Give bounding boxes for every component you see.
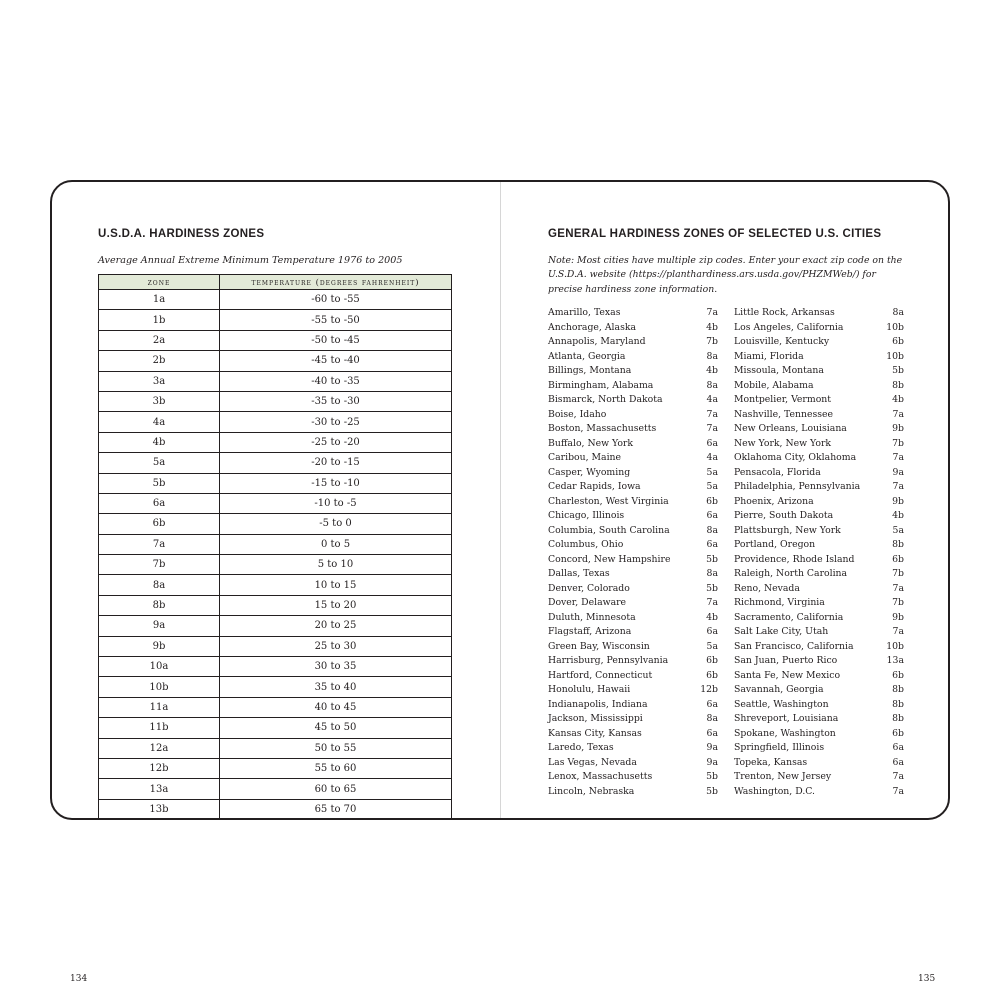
city-name: Richmond, Virginia	[734, 597, 825, 608]
city-name: Bismarck, North Dakota	[548, 394, 663, 405]
temperature-cell: 55 to 60	[220, 758, 452, 778]
city-zone: 7a	[892, 771, 904, 782]
temperature-cell: -55 to -50	[220, 310, 452, 330]
city-zone: 8a	[706, 350, 718, 362]
city-zone: 8b	[892, 379, 904, 391]
city-name: Caribou, Maine	[548, 452, 622, 463]
city-name: Annapolis, Maryland	[548, 336, 646, 347]
city-name: Lenox, Massachusetts	[548, 771, 653, 782]
temperature-cell: -40 to -35	[220, 371, 452, 391]
temperature-cell: 35 to 40	[220, 677, 452, 697]
zone-cell: 8b	[99, 595, 220, 615]
table-row	[99, 697, 452, 717]
list-item	[548, 553, 718, 568]
city-name: Montpelier, Vermont	[734, 394, 832, 405]
city-zone: 10b	[886, 640, 904, 652]
table-row	[99, 595, 452, 615]
list-item	[548, 509, 718, 524]
city-zone: 4b	[892, 394, 904, 405]
city-name: Raleigh, North Carolina	[734, 568, 848, 579]
city-name: Boston, Massachusetts	[548, 423, 657, 434]
open-book-spread	[50, 180, 950, 984]
city-zone: 5a	[706, 640, 718, 652]
list-item	[734, 408, 904, 423]
city-zone: 7a	[892, 582, 904, 594]
city-name: Providence, Rhode Island	[734, 553, 855, 565]
city-zone: 8b	[892, 684, 904, 695]
zone-cell: 6a	[99, 493, 220, 513]
list-item	[734, 495, 904, 510]
table-row	[99, 310, 452, 330]
table-row	[99, 534, 452, 554]
temperature-cell: 20 to 25	[220, 616, 452, 636]
cities-note: Note: Most cities have multiple zip codes. Enter your exact zip code on the U.S.D.A. website (https://planthardiness.ars.usda.gov/PHZMWeb/) for precise hardiness zone information.	[548, 255, 903, 295]
city-name: Atlanta, Georgia	[548, 350, 626, 362]
list-item	[734, 741, 904, 756]
zone-cell: 11a	[99, 697, 220, 717]
city-zone: 10b	[886, 321, 904, 333]
city-name: Sacramento, California	[734, 611, 844, 623]
city-name: Kansas City, Kansas	[548, 727, 642, 739]
city-name: Little Rock, Arkansas	[734, 307, 835, 318]
city-name: Birmingham, Alabama	[548, 379, 654, 391]
temperature-cell: 40 to 45	[220, 697, 452, 717]
zone-cell: 7a	[99, 534, 220, 554]
list-item	[548, 451, 718, 466]
city-zone: 8a	[706, 713, 718, 724]
city-name: Seattle, Washington	[734, 698, 829, 710]
temperature-cell: 65 to 70	[220, 799, 452, 819]
temperature-cell: -35 to -30	[220, 391, 452, 411]
zone-cell: 5b	[99, 473, 220, 493]
city-name: Anchorage, Alaska	[548, 321, 637, 333]
city-name: Miami, Florida	[734, 350, 804, 362]
right-page	[548, 226, 904, 797]
city-zone: 7b	[706, 336, 718, 347]
zone-cell: 1b	[99, 310, 220, 330]
list-item	[734, 379, 904, 394]
city-zone: 6a	[706, 539, 718, 550]
table-row	[99, 779, 452, 799]
city-name: Santa Fe, New Mexico	[734, 669, 841, 681]
temperature-cell: -30 to -25	[220, 412, 452, 432]
city-zone: 6a	[706, 510, 718, 521]
list-item	[734, 422, 904, 437]
city-name: Charleston, West Virginia	[548, 495, 669, 507]
city-name: Hartford, Connecticut	[548, 669, 653, 681]
list-item	[734, 364, 904, 379]
list-item	[734, 770, 904, 785]
list-item	[548, 770, 718, 785]
temperature-cell: -20 to -15	[220, 453, 452, 473]
city-name: Concord, New Hampshire	[548, 553, 671, 565]
city-zone: 9b	[892, 495, 904, 507]
city-zone: 7a	[892, 785, 904, 797]
city-name: Laredo, Texas	[548, 742, 614, 753]
zones-table-body	[99, 290, 452, 820]
temperature-cell: -15 to -10	[220, 473, 452, 493]
city-name: Missoula, Montana	[734, 365, 824, 376]
list-item	[548, 364, 718, 379]
city-zone: 6a	[706, 727, 718, 739]
list-item	[548, 712, 718, 727]
city-zone: 7b	[892, 597, 904, 608]
city-zone: 5b	[706, 771, 718, 782]
list-item	[734, 466, 904, 481]
list-item	[734, 321, 904, 336]
city-name: Duluth, Minnesota	[548, 611, 636, 623]
city-zone: 6b	[706, 669, 718, 681]
city-zone: 6b	[706, 495, 718, 507]
city-zone: 5a	[706, 481, 718, 492]
city-zone: 6b	[892, 727, 904, 739]
city-zone: 7a	[892, 408, 904, 420]
city-name: Dallas, Texas	[548, 568, 610, 579]
list-item	[548, 524, 718, 539]
city-zone: 7a	[706, 423, 718, 434]
city-zone: 5a	[706, 466, 718, 478]
list-item	[548, 611, 718, 626]
list-item	[548, 379, 718, 394]
city-zone: 5b	[706, 582, 718, 594]
list-item	[734, 524, 904, 539]
city-name: Shreveport, Louisiana	[734, 713, 839, 724]
city-name: Pensacola, Florida	[734, 466, 821, 478]
city-name: Las Vegas, Nevada	[548, 756, 637, 768]
city-zone: 8b	[892, 713, 904, 724]
list-item	[548, 321, 718, 336]
list-item	[734, 756, 904, 771]
temperature-cell: 10 to 15	[220, 575, 452, 595]
temperature-cell: 0 to 5	[220, 534, 452, 554]
table-row	[99, 738, 452, 758]
temperature-cell: -50 to -45	[220, 330, 452, 350]
zone-cell: 2a	[99, 330, 220, 350]
list-item	[548, 408, 718, 423]
temperature-cell: -45 to -40	[220, 351, 452, 371]
list-item	[734, 698, 904, 713]
table-row	[99, 514, 452, 534]
list-item	[548, 350, 718, 365]
list-item	[734, 437, 904, 452]
zone-cell: 13b	[99, 799, 220, 819]
zone-cell: 3b	[99, 391, 220, 411]
zone-cell: 6b	[99, 514, 220, 534]
city-zone: 7a	[706, 597, 718, 608]
zone-cell: 3a	[99, 371, 220, 391]
city-name: Plattsburgh, New York	[734, 524, 841, 536]
list-item	[548, 582, 718, 597]
hardiness-zones-table	[98, 274, 452, 820]
left-page	[98, 226, 454, 815]
city-name: Cedar Rapids, Iowa	[548, 481, 641, 492]
zone-cell: 4a	[99, 412, 220, 432]
city-zone: 7a	[706, 307, 718, 318]
table-row	[99, 718, 452, 738]
city-name: Dover, Delaware	[548, 597, 627, 608]
hardiness-zones-title: U.S.D.A. HARDINESS ZONES	[98, 228, 265, 240]
cities-column-2	[734, 306, 904, 799]
city-zone: 9b	[892, 611, 904, 623]
list-item	[548, 727, 718, 742]
city-zone: 8a	[706, 379, 718, 391]
list-item	[548, 756, 718, 771]
table-row	[99, 290, 452, 310]
city-zone: 4b	[892, 510, 904, 521]
temperature-cell: 60 to 65	[220, 779, 452, 799]
list-item	[734, 640, 904, 655]
city-zone: 6b	[706, 655, 718, 666]
temperature-cell: 30 to 35	[220, 657, 452, 677]
city-name: Denver, Colorado	[548, 582, 630, 594]
list-item	[548, 306, 718, 321]
temperature-cell: -5 to 0	[220, 514, 452, 534]
list-item	[734, 611, 904, 626]
zone-cell: 8a	[99, 575, 220, 595]
list-item	[734, 712, 904, 727]
table-row	[99, 616, 452, 636]
city-zone: 7a	[892, 626, 904, 637]
city-name: Green Bay, Wisconsin	[548, 640, 650, 652]
table-row	[99, 657, 452, 677]
city-zone: 6a	[706, 626, 718, 637]
city-zone: 6a	[892, 756, 904, 768]
city-name: Louisville, Kentucky	[734, 336, 830, 347]
list-item	[734, 785, 904, 800]
table-row	[99, 636, 452, 656]
table-row	[99, 677, 452, 697]
city-zone: 4b	[706, 321, 718, 333]
list-item	[548, 422, 718, 437]
zone-cell: 12a	[99, 738, 220, 758]
zone-cell: 4b	[99, 432, 220, 452]
city-name: Buffalo, New York	[548, 437, 634, 449]
temperature-cell: 45 to 50	[220, 718, 452, 738]
book-spine	[500, 182, 501, 818]
cities-column-1	[548, 306, 718, 799]
city-name: San Juan, Puerto Rico	[734, 655, 838, 666]
city-name: Amarillo, Texas	[548, 307, 621, 318]
list-item	[548, 538, 718, 553]
city-zone: 9b	[892, 423, 904, 434]
list-item	[548, 669, 718, 684]
city-zone: 6b	[892, 553, 904, 565]
page-number-left: 134	[70, 974, 88, 984]
city-name: Lincoln, Nebraska	[548, 785, 635, 797]
city-zone: 9a	[706, 756, 718, 768]
city-zone: 7a	[706, 408, 718, 420]
table-row	[99, 351, 452, 371]
table-row	[99, 493, 452, 513]
city-name: Harrisburg, Pennsylvania	[548, 655, 669, 666]
city-name: Savannah, Georgia	[734, 684, 824, 695]
zone-cell: 2b	[99, 351, 220, 371]
temperature-cell: -10 to -5	[220, 493, 452, 513]
list-item	[548, 683, 718, 698]
city-name: Casper, Wyoming	[548, 466, 631, 478]
table-row	[99, 371, 452, 391]
list-item	[734, 654, 904, 669]
list-item	[734, 538, 904, 553]
city-zone: 8b	[892, 539, 904, 550]
city-zone: 8a	[706, 524, 718, 536]
list-item	[734, 582, 904, 597]
city-zone: 5b	[892, 365, 904, 376]
city-zone: 12b	[700, 684, 718, 695]
city-name: Springfield, Illinois	[734, 742, 825, 753]
list-item	[734, 567, 904, 582]
temperature-cell: 5 to 10	[220, 555, 452, 575]
cities-title: GENERAL HARDINESS ZONES OF SELECTED U.S. CITIES	[548, 228, 882, 240]
city-name: Mobile, Alabama	[734, 379, 814, 391]
city-zone: 6a	[892, 742, 904, 753]
city-name: Philadelphia, Pennsylvania	[734, 481, 861, 492]
list-item	[548, 596, 718, 611]
list-item	[548, 567, 718, 582]
table-row	[99, 799, 452, 819]
temperature-cell: 50 to 55	[220, 738, 452, 758]
list-item	[548, 625, 718, 640]
list-item	[548, 654, 718, 669]
table-row	[99, 473, 452, 493]
city-name: Indianapolis, Indiana	[548, 698, 648, 710]
city-name: Salt Lake City, Utah	[734, 626, 829, 637]
table-row	[99, 575, 452, 595]
table-row	[99, 453, 452, 473]
list-item	[734, 509, 904, 524]
city-zone: 8b	[892, 698, 904, 710]
table-header-row	[99, 275, 452, 290]
zone-cell: 9a	[99, 616, 220, 636]
city-zone: 4b	[706, 365, 718, 376]
list-item	[548, 335, 718, 350]
city-zone: 7a	[892, 452, 904, 463]
city-name: Chicago, Illinois	[548, 510, 625, 521]
list-item	[548, 640, 718, 655]
city-zone: 8a	[892, 307, 904, 318]
temperature-column-header: temperature (degrees fahrenheit)	[220, 275, 452, 290]
city-name: Boise, Idaho	[548, 408, 607, 420]
city-name: Reno, Nevada	[734, 582, 800, 594]
list-item	[734, 451, 904, 466]
temperature-cell: -25 to -20	[220, 432, 452, 452]
table-row	[99, 330, 452, 350]
list-item	[548, 495, 718, 510]
list-item	[548, 437, 718, 452]
city-name: Billings, Montana	[548, 365, 632, 376]
city-name: San Francisco, California	[734, 640, 854, 652]
list-item	[734, 669, 904, 684]
city-name: Portland, Oregon	[734, 539, 816, 550]
temperature-cell: 15 to 20	[220, 595, 452, 615]
city-name: Columbus, Ohio	[548, 539, 624, 550]
city-zone: 5b	[706, 553, 718, 565]
zone-cell: 10a	[99, 657, 220, 677]
zone-cell: 7b	[99, 555, 220, 575]
list-item	[548, 785, 718, 800]
city-zone: 4a	[706, 452, 718, 463]
zone-cell: 11b	[99, 718, 220, 738]
zone-cell: 1a	[99, 290, 220, 310]
temperature-cell: 25 to 30	[220, 636, 452, 656]
city-zone: 9a	[706, 742, 718, 753]
list-item	[734, 683, 904, 698]
list-item	[548, 393, 718, 408]
zone-cell: 12b	[99, 758, 220, 778]
city-zone: 6b	[892, 336, 904, 347]
city-zone: 6a	[706, 437, 718, 449]
zone-cell: 13a	[99, 779, 220, 799]
city-name: Nashville, Tennessee	[734, 408, 834, 420]
list-item	[734, 727, 904, 742]
city-zone: 4a	[706, 394, 718, 405]
city-zone: 13a	[886, 655, 904, 666]
zone-cell: 9b	[99, 636, 220, 656]
list-item	[548, 741, 718, 756]
city-name: Honolulu, Hawaii	[548, 684, 631, 695]
list-item	[548, 466, 718, 481]
city-name: Los Angeles, California	[734, 321, 844, 333]
city-name: New Orleans, Louisiana	[734, 423, 847, 434]
list-item	[734, 350, 904, 365]
list-item	[734, 393, 904, 408]
city-zone: 9a	[892, 466, 904, 478]
city-name: Oklahoma City, Oklahoma	[734, 452, 857, 463]
city-name: Trenton, New Jersey	[734, 771, 832, 782]
city-zone: 4b	[706, 611, 718, 623]
table-row	[99, 432, 452, 452]
page-number-right: 135	[918, 974, 936, 984]
list-item	[734, 625, 904, 640]
temperature-cell: -60 to -55	[220, 290, 452, 310]
city-name: Flagstaff, Arizona	[548, 626, 632, 637]
city-name: Jackson, Mississippi	[548, 713, 643, 724]
zone-cell: 10b	[99, 677, 220, 697]
city-name: Topeka, Kansas	[734, 756, 808, 768]
list-item	[734, 553, 904, 568]
hardiness-zones-subtitle: Average Annual Extreme Minimum Temperature 1976 to 2005	[98, 255, 403, 266]
city-name: New York, New York	[734, 437, 832, 449]
table-row	[99, 758, 452, 778]
zone-column-header: zone	[99, 275, 220, 290]
list-item	[734, 335, 904, 350]
list-item	[734, 480, 904, 495]
list-item	[548, 480, 718, 495]
city-zone: 7a	[892, 481, 904, 492]
table-row	[99, 391, 452, 411]
city-name: Pierre, South Dakota	[734, 510, 834, 521]
city-name: Phoenix, Arizona	[734, 495, 814, 507]
list-item	[548, 698, 718, 713]
city-zone: 6a	[706, 698, 718, 710]
zone-cell: 5a	[99, 453, 220, 473]
table-row	[99, 555, 452, 575]
city-zone: 7b	[892, 568, 904, 579]
city-zone: 5b	[706, 785, 718, 797]
table-row	[99, 412, 452, 432]
city-zone: 5a	[892, 524, 904, 536]
city-zone: 7b	[892, 437, 904, 449]
city-zone: 10b	[886, 350, 904, 362]
city-name: Columbia, South Carolina	[548, 524, 670, 536]
list-item	[734, 596, 904, 611]
city-zone: 6b	[892, 669, 904, 681]
city-zone: 8a	[706, 568, 718, 579]
list-item	[734, 306, 904, 321]
city-name: Spokane, Washington	[734, 727, 836, 739]
city-name: Washington, D.C.	[734, 785, 816, 797]
